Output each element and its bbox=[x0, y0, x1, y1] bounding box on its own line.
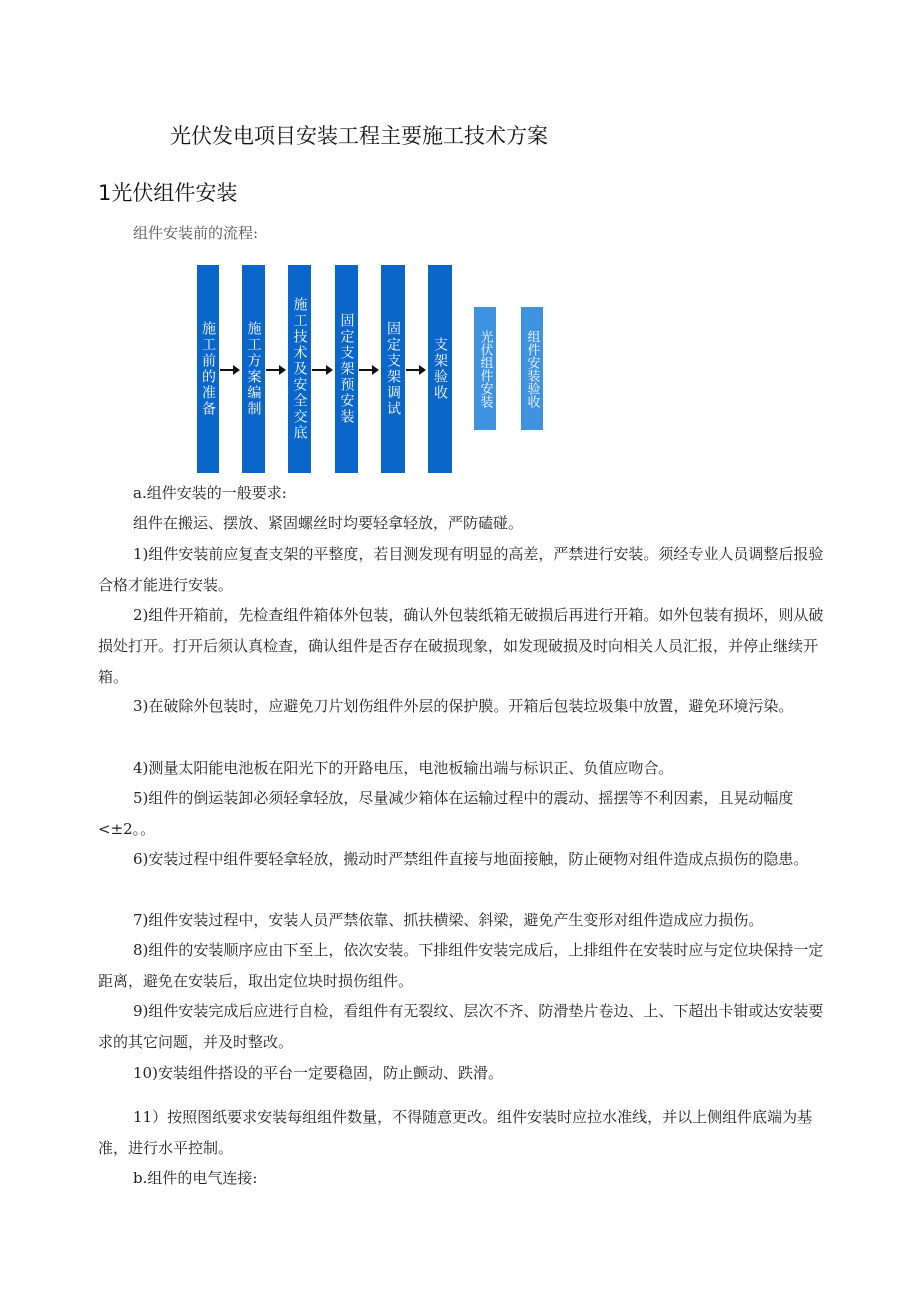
requirement-item: 11）按照图纸要求安装每组组件数量，不得随意更改。组件安装时应拉水准线，并以上侧组件底端为基准，进行水平控制。 bbox=[98, 1108, 813, 1157]
flow-step bbox=[242, 265, 265, 473]
flow-arrow bbox=[266, 369, 284, 371]
flow-arrow bbox=[406, 369, 424, 371]
flow-arrow bbox=[359, 369, 377, 371]
requirement-item: 10)安装组件搭设的平台一定要稳固，防止颤动、跌滑。 bbox=[133, 1064, 503, 1082]
flow-arrow bbox=[312, 369, 331, 371]
flow-step bbox=[335, 265, 358, 473]
flow-step-label: 固定支架预安装 bbox=[338, 313, 355, 425]
requirement-item: 6)安装过程中组件要轻拿轻放，搬动时严禁组件直接与地面接触，防止硬物对组件造成点损伤的隐患。 bbox=[133, 850, 809, 868]
flow-step bbox=[428, 265, 452, 473]
flow-step-label: 支架验收 bbox=[432, 337, 448, 401]
flow-step bbox=[197, 265, 219, 473]
section-heading: 1光伏组件安装 bbox=[98, 181, 238, 205]
flow-step-faded bbox=[521, 307, 543, 430]
requirement-item: 5)组件的倒运装卸必须轻拿轻放，尽量减少箱体在运输过程中的震动、摇摆等不利因素，且晃动幅度<±2。。 bbox=[98, 789, 794, 838]
flow-step bbox=[381, 265, 405, 473]
page-title: 光伏发电项目安装工程主要施工技术方案 bbox=[170, 124, 548, 148]
flow-step bbox=[288, 265, 311, 473]
flow-step-label: 施工技术及安全交底 bbox=[291, 297, 308, 441]
requirement-item: 7)组件安装过程中，安装人员严禁依靠、抓扶横梁、斜梁，避免产生变形对组件造成应力损伤。 bbox=[133, 911, 764, 929]
flow-step-label: 固定支架调试 bbox=[385, 321, 401, 417]
requirement-item: 4)测量太阳能电池板在阳光下的开路电压，电池板输出端与标识正、负值应吻合。 bbox=[133, 759, 674, 777]
flow-step-faded bbox=[474, 307, 496, 430]
subsection-a-intro: 组件在搬运、摆放、紧固螺丝时均要轻拿轻放，严防磕碰。 bbox=[133, 514, 524, 532]
flow-step-label: 施工前的准备 bbox=[200, 321, 216, 417]
requirement-item: 8)组件的安装顺序应由下至上，依次安装。下排组件安装完成后，上排组件在安装时应与定位块保持一定距离，避免在安装后，取出定位块时损伤组件。 bbox=[98, 941, 824, 990]
flow-step-label: 光伏组件安装 bbox=[477, 329, 493, 408]
flow-arrow bbox=[220, 369, 238, 371]
flow-step-label: 施工方案编制 bbox=[245, 321, 262, 417]
requirement-item: 9)组件安装完成后应进行自检，看组件有无裂纹、层次不齐、防滑垫片卷边、上、下超出卡钳或达安装要求的其它问题，并及时整改。 bbox=[98, 1002, 824, 1051]
subsection-b-label: b.组件的电气连接: bbox=[133, 1169, 258, 1187]
subsection-a-label: a.组件安装的一般要求: bbox=[133, 484, 287, 502]
requirement-item: 3)在破除外包装时，应避免刀片划伤组件外层的保护膜。开箱后包装垃圾集中放置，避免环境污染。 bbox=[133, 697, 794, 715]
flow-intro: 组件安装前的流程: bbox=[133, 224, 259, 242]
requirement-item: 1)组件安装前应复查支架的平整度，若目测发现有明显的高差，严禁进行安装。须经专业人员调整后报验合格才能进行安装。 bbox=[98, 545, 824, 594]
requirement-item: 2)组件开箱前，先检查组件箱体外包装，确认外包装纸箱无破损后再进行开箱。如外包装有损坏，则从破损处打开。打开后须认真检查，确认组件是否存在破损现象，如发现破损及时向相关人员汇报，并停止继续开箱。 bbox=[98, 606, 824, 686]
flow-step-label: 组件安装验收 bbox=[524, 329, 540, 408]
